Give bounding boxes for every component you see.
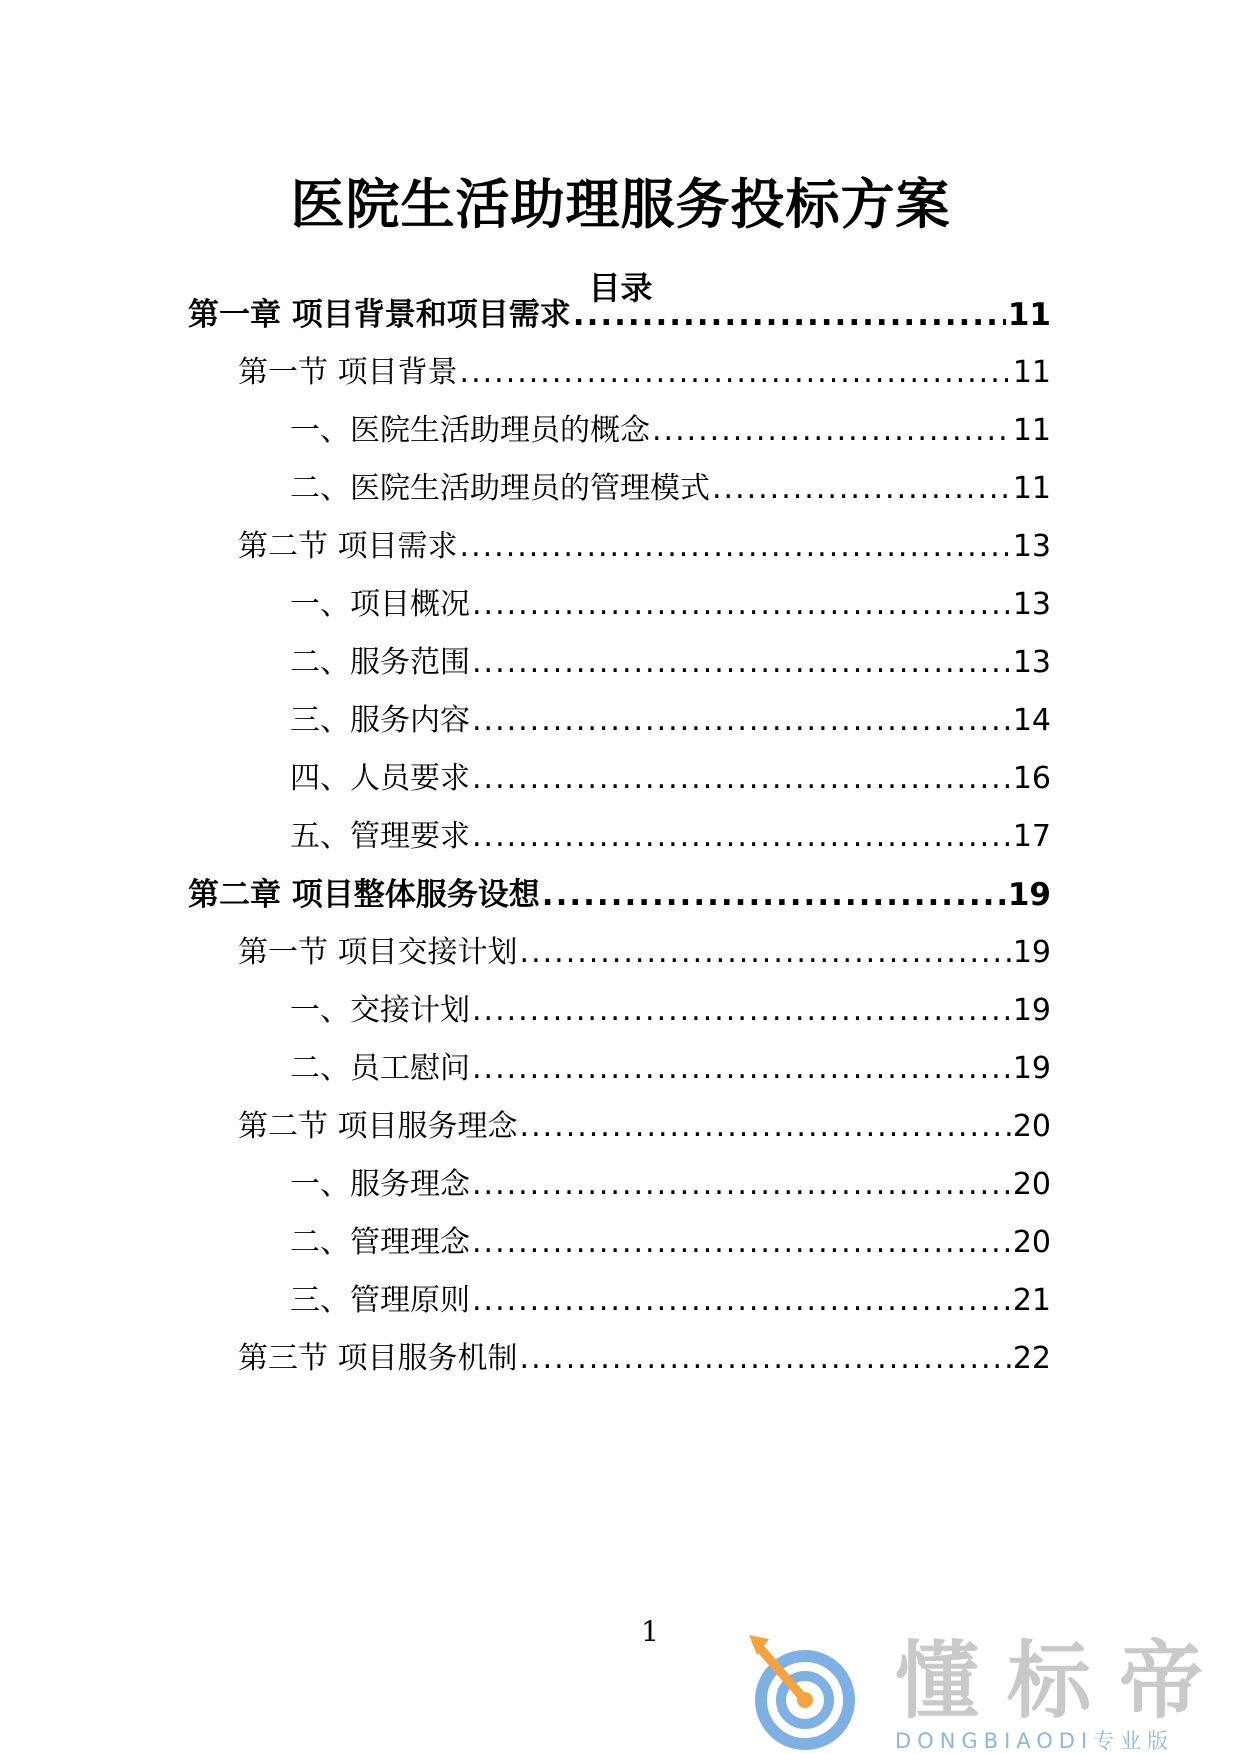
- toc-entry[interactable]: [290, 409, 1051, 453]
- toc-entry-page: 11: [1012, 413, 1051, 448]
- toc-entry-page: 16: [1012, 761, 1051, 796]
- toc-entry[interactable]: [290, 989, 1051, 1033]
- toc-entry-label: 二、医院生活助理员的管理模式: [290, 471, 710, 506]
- toc-entry[interactable]: [238, 1337, 1051, 1381]
- toc-entry-page: 13: [1012, 529, 1051, 564]
- toc-entry-page: 20: [1012, 1109, 1051, 1144]
- toc-leader-dots: [472, 1279, 1011, 1323]
- toc-entry-page: 22: [1012, 1341, 1051, 1376]
- toc-leader-dots: [472, 989, 1011, 1033]
- toc-leader-dots: [712, 467, 1011, 511]
- toc-entry-page: 21: [1012, 1283, 1051, 1318]
- toc-entry[interactable]: [238, 351, 1051, 395]
- toc-entry-label: 二、员工慰问: [290, 1051, 470, 1086]
- watermark: [745, 1625, 1241, 1754]
- watermark-brand: 懂标帝: [895, 1632, 1232, 1730]
- toc-entry-label: 五、管理要求: [290, 819, 470, 854]
- toc-entry-label: 第一节 项目交接计划: [238, 935, 518, 970]
- toc-entry[interactable]: [290, 1047, 1051, 1091]
- toc-entry[interactable]: [238, 931, 1051, 975]
- toc-entry[interactable]: [238, 525, 1051, 569]
- toc-entry-page: 11: [1012, 471, 1051, 506]
- toc-entry-page: 11: [1012, 355, 1051, 390]
- toc-entry-label: 三、服务内容: [290, 703, 470, 738]
- toc-entry[interactable]: [188, 873, 1051, 917]
- toc-entry[interactable]: [290, 815, 1051, 859]
- toc-leader-dots: [472, 1221, 1011, 1265]
- toc-leader-dots: [472, 583, 1011, 627]
- toc-leader-dots: [472, 1163, 1011, 1207]
- toc-entry-label: 第二节 项目需求: [238, 529, 458, 564]
- toc-entry[interactable]: [290, 641, 1051, 685]
- target-arrow-icon: [745, 1625, 875, 1754]
- toc-entry-label: 一、交接计划: [290, 993, 470, 1028]
- toc-entry[interactable]: [290, 1279, 1051, 1323]
- toc-entry-label: 第三节 项目服务机制: [238, 1341, 518, 1376]
- toc-entry-label: 一、服务理念: [290, 1167, 470, 1202]
- toc-entry-page: 14: [1012, 703, 1051, 738]
- toc-entry[interactable]: [290, 467, 1051, 511]
- toc-entry-page: 20: [1012, 1225, 1051, 1260]
- toc-entry-page: 19: [1007, 877, 1051, 913]
- toc-entry[interactable]: [188, 293, 1051, 337]
- toc-leader-dots: [460, 351, 1011, 395]
- toc-entry[interactable]: [290, 699, 1051, 743]
- toc-entry-page: 13: [1012, 587, 1051, 622]
- toc-entry-label: 第二节 项目服务理念: [238, 1109, 518, 1144]
- toc-leader-dots: [542, 873, 1006, 917]
- toc-entry-page: 17: [1012, 819, 1051, 854]
- toc-entry[interactable]: [290, 583, 1051, 627]
- toc-entry-page: 19: [1012, 993, 1051, 1028]
- watermark-subtitle: DONGBIAODI专业版: [895, 1729, 1175, 1753]
- toc-leader-dots: [652, 409, 1011, 453]
- toc-leader-dots: [472, 757, 1011, 801]
- toc-entry-label: 三、管理原则: [290, 1283, 470, 1318]
- toc-entry-label: 二、服务范围: [290, 645, 470, 680]
- toc-entry-label: 第一节 项目背景: [238, 355, 458, 390]
- toc-leader-dots: [472, 699, 1011, 743]
- toc-entry-label: 一、医院生活助理员的概念: [290, 413, 650, 448]
- toc-entry-label: 第二章 项目整体服务设想: [188, 877, 540, 913]
- document-title: 医院生活助理服务投标方案: [290, 173, 951, 236]
- toc-leader-dots: [472, 1047, 1011, 1091]
- toc-entry-page: 19: [1012, 935, 1051, 970]
- toc-entry[interactable]: [290, 1163, 1051, 1207]
- toc-leader-dots: [520, 1337, 1011, 1381]
- toc-leader-dots: [460, 525, 1011, 569]
- toc-entry-page: 11: [1007, 297, 1051, 333]
- toc-heading: 目录: [588, 269, 653, 307]
- toc-entry-page: 19: [1012, 1051, 1051, 1086]
- toc-entry[interactable]: [290, 757, 1051, 801]
- toc-entry-page: 13: [1012, 645, 1051, 680]
- toc-entry-page: 20: [1012, 1167, 1051, 1202]
- toc-entry-label: 第一章 项目背景和项目需求: [188, 297, 571, 333]
- toc-leader-dots: [520, 1105, 1011, 1149]
- toc-entry-label: 四、人员要求: [290, 761, 470, 796]
- toc-entry-label: 一、项目概况: [290, 587, 470, 622]
- toc-leader-dots: [472, 815, 1011, 859]
- toc-entry[interactable]: [290, 1221, 1051, 1265]
- toc-leader-dots: [520, 931, 1011, 975]
- page-number: 1: [641, 1615, 659, 1648]
- toc-entry-label: 二、管理理念: [290, 1225, 470, 1260]
- toc-entry[interactable]: [238, 1105, 1051, 1149]
- toc-leader-dots: [573, 293, 1006, 337]
- toc-leader-dots: [472, 641, 1011, 685]
